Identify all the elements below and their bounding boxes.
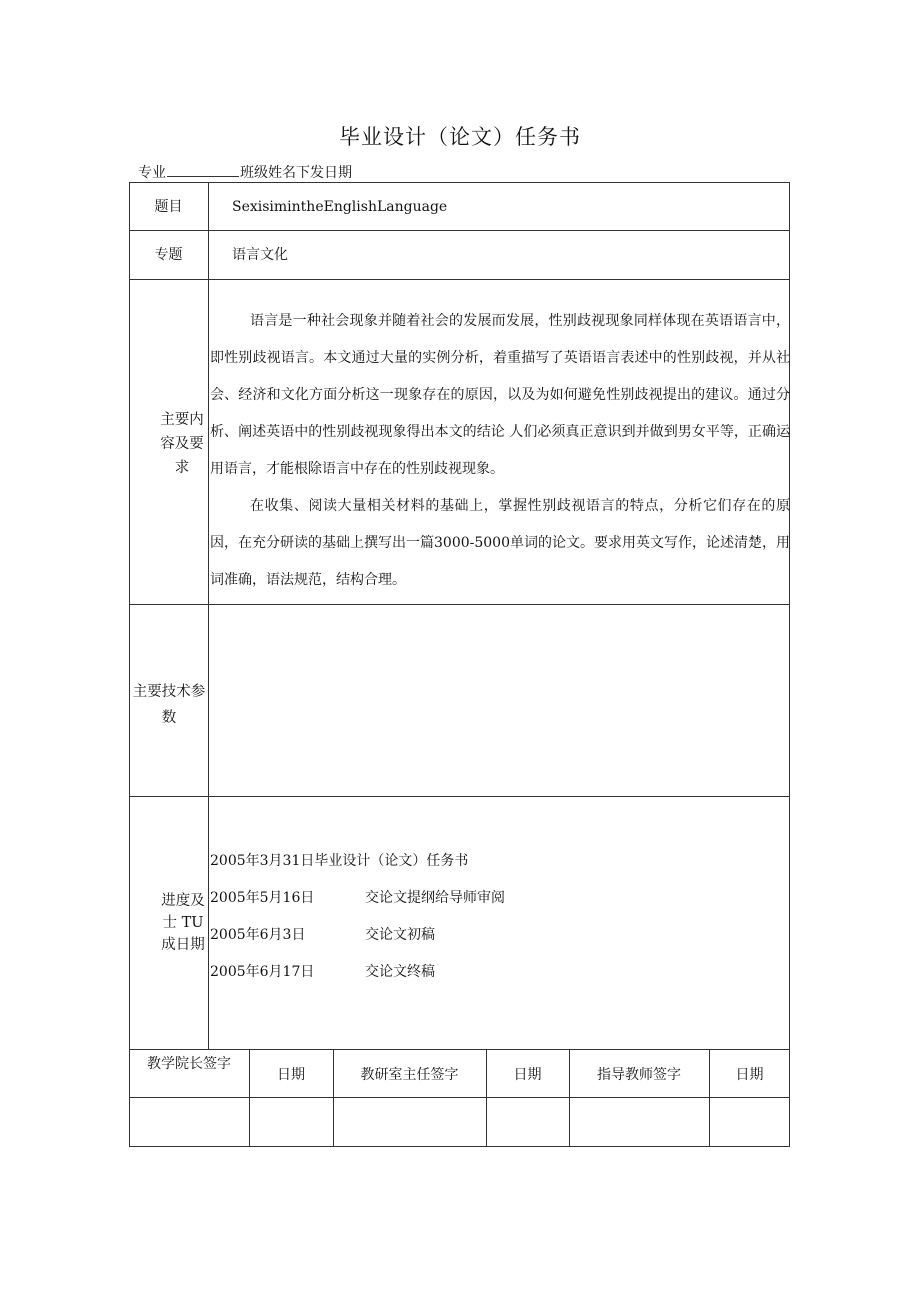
signature-col-divider (333, 1049, 334, 1147)
schedule-item (210, 924, 435, 944)
topic-label: 题目 (154, 199, 183, 215)
schedule-task: 交论文初稿 (365, 927, 435, 943)
signature-col-divider (709, 1049, 710, 1147)
tech-label: 主要技术参数 (132, 684, 206, 726)
signature-header-date: 日期 (735, 1067, 764, 1083)
schedule-date: 2005年5月16日 (210, 890, 315, 906)
major-blank (167, 164, 239, 177)
document-title: 毕业设计（论文）任务书 (339, 125, 581, 149)
row-divider-content (129, 604, 790, 605)
schedule-task: 交论文终稿 (365, 964, 435, 980)
schedule-item (210, 961, 435, 981)
schedule-item (210, 850, 468, 870)
schedule-item (210, 887, 505, 907)
subject-label: 专题 (154, 247, 183, 263)
topic-value: SexisimintheEnglishLanguage (232, 199, 448, 215)
content-label: 主要内容及要求 (160, 412, 204, 476)
row-divider-topic (129, 230, 790, 231)
signature-header-advisor: 指导教师签字 (597, 1067, 681, 1083)
label-column-divider (208, 182, 209, 1050)
info-line (138, 162, 352, 182)
signature-col-divider (486, 1049, 487, 1147)
schedule-date: 2005年6月17日 (210, 964, 315, 980)
signature-header-date: 日期 (277, 1067, 305, 1083)
schedule-task: 交论文提纲给导师审阅 (365, 890, 505, 906)
content-paragraph: 语言是一种社会现象并随着社会的发展而发展，性别歧视现象同样体现在英语语言中，即性别歧视语言。本文通过大量的实例分析，着重描写了英语语言表述中的性别歧视，并从社会、经济和文化方面分析这一现象存在的原因，以及为如何避免性别歧视提出的建议。通过分析、阐述英语中的性别歧视现象得出本文的结论 人们必须真正意识到并做到男女平等，正确运用语言，才能根除语言中存在的性别歧视现象。 (210, 313, 790, 477)
signature-header-dean: 教学院长签字 (147, 1056, 231, 1072)
major-label: 专业 (138, 165, 166, 181)
content-body (210, 303, 790, 599)
schedule-label: 进度及士 TU成日期 (161, 893, 205, 953)
schedule-date: 2005年3月31日毕业设计（论文）任务书 (210, 853, 469, 869)
schedule-date: 2005年6月3日 (210, 927, 306, 943)
row-divider-tech (129, 796, 790, 797)
subject-value: 语言文化 (232, 247, 288, 263)
signature-col-divider (569, 1049, 570, 1147)
row-divider-subject (129, 279, 790, 280)
signature-header-date: 日期 (513, 1067, 542, 1083)
content-paragraph: 在收集、阅读大量相关材料的基础上，掌握性别歧视语言的特点，分析它们存在的原因，在充分研读的基础上撰写出一篇3000-5000单词的论文。要求用英文写作，论述清楚，用词准确，语法规范，结构合理。 (210, 498, 790, 588)
signature-header-director: 教研室主任签字 (360, 1067, 459, 1083)
signature-col-divider (249, 1049, 250, 1147)
signature-row-divider (129, 1097, 790, 1098)
info-rest-label: 班级姓名下发日期 (240, 165, 352, 181)
